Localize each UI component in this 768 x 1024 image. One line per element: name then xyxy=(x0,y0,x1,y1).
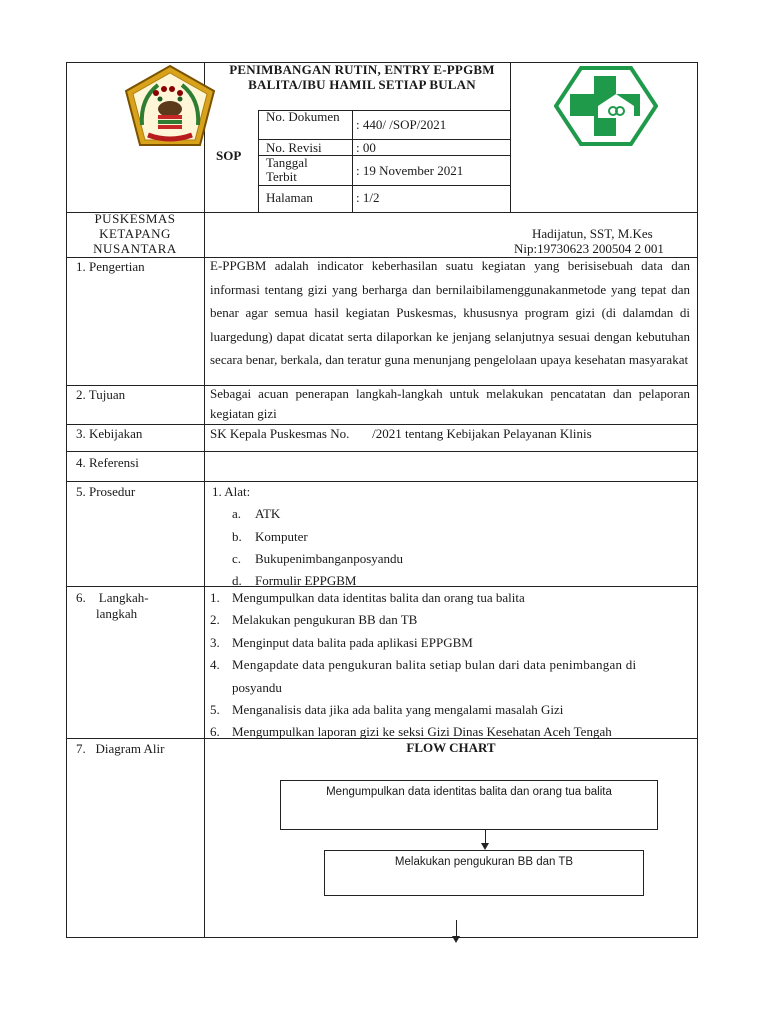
step-number: 1. xyxy=(210,590,220,605)
meta-value-tanggal-terbit: : 19 November 2021 xyxy=(356,163,464,178)
document-title: PENIMBANGAN RUTIN, ENTRY E-PPGBM BALITA/IBU HAMIL SETIAP BULAN xyxy=(229,62,495,92)
section-label-kebijakan: 3. Kebijakan xyxy=(76,426,143,441)
meta-label-tanggal-terbit: Tanggal Terbit xyxy=(266,155,308,184)
step-text: Menganalisis data jika ada balita yang mengalami masalah Gizi xyxy=(232,702,564,717)
section-text-pengertian: E-PPGBM adalah indicator keberhasilan suatu kegiatan yang berisisebuah data dan informasi tentang gizi yang berharga dan bernilaibilamenggunakanmetode yang tepat dan benar agar semua hasil kegiatan Puskesmas, khususnya program gizi (di dalamdan di luargedung) dapat dicatat serta dilaporkan ke jenjang selanjutnya sesuai dengan kebutuhan secara benar, berkala, dan teratur guna menunjang pengelolaan upaya kesehatan masyarakat xyxy=(210,258,690,368)
step-number: 4. xyxy=(210,657,220,672)
step-text: Mengapdate data pengukuran balita setiap bulan dari data penimbangan di xyxy=(232,657,637,672)
list-item: ATK xyxy=(255,506,281,521)
step-number: 2. xyxy=(210,612,220,627)
list-item: Bukupenimbanganposyandu xyxy=(255,551,404,566)
list-item-mark: c. xyxy=(232,551,242,566)
flow-step-box: Mengumpulkan data identitas balita dan orang tua balita xyxy=(280,780,658,830)
step-text-cont: posyandu xyxy=(232,680,282,695)
flow-chart-title: FLOW CHART xyxy=(406,740,496,755)
signatory-name: Hadijatun, SST, M.Kes xyxy=(532,226,653,241)
step-number: 5. xyxy=(210,702,220,717)
list-item-mark: a. xyxy=(232,506,242,521)
meta-label-no-revisi: No. Revisi xyxy=(266,140,322,155)
step-text: Mengumpulkan data identitas balita dan orang tua balita xyxy=(232,590,525,605)
step-text: Menginput data balita pada aplikasi EPPGBM xyxy=(232,635,473,650)
step-text: Mengumpulkan laporan gizi ke seksi Gizi Dinas Kesehatan Aceh Tengah xyxy=(232,724,612,739)
prosedur-heading: 1. Alat: xyxy=(212,484,251,499)
list-item: Komputer xyxy=(255,529,308,544)
regency-crest-icon xyxy=(122,63,218,149)
signatory-nip: Nip:19730623 200504 2 001 xyxy=(514,241,664,256)
meta-value-no-dokumen: : 440/ /SOP/2021 xyxy=(356,117,447,132)
section-label-pengertian: 1. Pengertian xyxy=(76,259,145,274)
section-label-diagram: 7. Diagram Alir xyxy=(76,741,165,756)
flow-step-box: Melakukan pengukuran BB dan TB xyxy=(324,850,644,896)
section-label-tujuan: 2. Tujuan xyxy=(76,387,126,402)
meta-value-no-revisi: : 00 xyxy=(356,140,376,155)
section-text-tujuan: Sebagai acuan penerapan langkah-langkah untuk melakukan pencatatan dan pelaporan kegiatan gizi xyxy=(210,386,690,421)
flow-arrow-line xyxy=(485,830,486,844)
section-label-prosedur: 5. Prosedur xyxy=(76,484,136,499)
sop-label: SOP xyxy=(216,148,242,163)
list-item-mark: b. xyxy=(232,529,242,544)
step-number: 6. xyxy=(210,724,220,739)
meta-label-no-dokumen: No. Dokumen xyxy=(266,109,340,124)
flow-arrow-head xyxy=(481,843,489,850)
step-text: Melakukan pengukuran BB dan TB xyxy=(232,612,418,627)
flow-arrow-head xyxy=(452,936,460,943)
list-item-mark: d. xyxy=(232,573,242,588)
list-item: Formulir EPPGBM xyxy=(255,573,357,588)
step-number: 3. xyxy=(210,635,220,650)
section-text-kebijakan: SK Kepala Puskesmas No. /2021 tentang Kebijakan Pelayanan Klinis xyxy=(210,426,592,441)
meta-label-halaman: Halaman xyxy=(266,190,313,205)
section-label-langkah: 6. Langkah- xyxy=(76,590,149,605)
puskesmas-cross-icon xyxy=(554,66,658,146)
section-label-referensi: 4. Referensi xyxy=(76,455,139,470)
meta-value-halaman: : 1/2 xyxy=(356,190,380,205)
section-label-langkah-cont: langkah xyxy=(96,606,138,621)
